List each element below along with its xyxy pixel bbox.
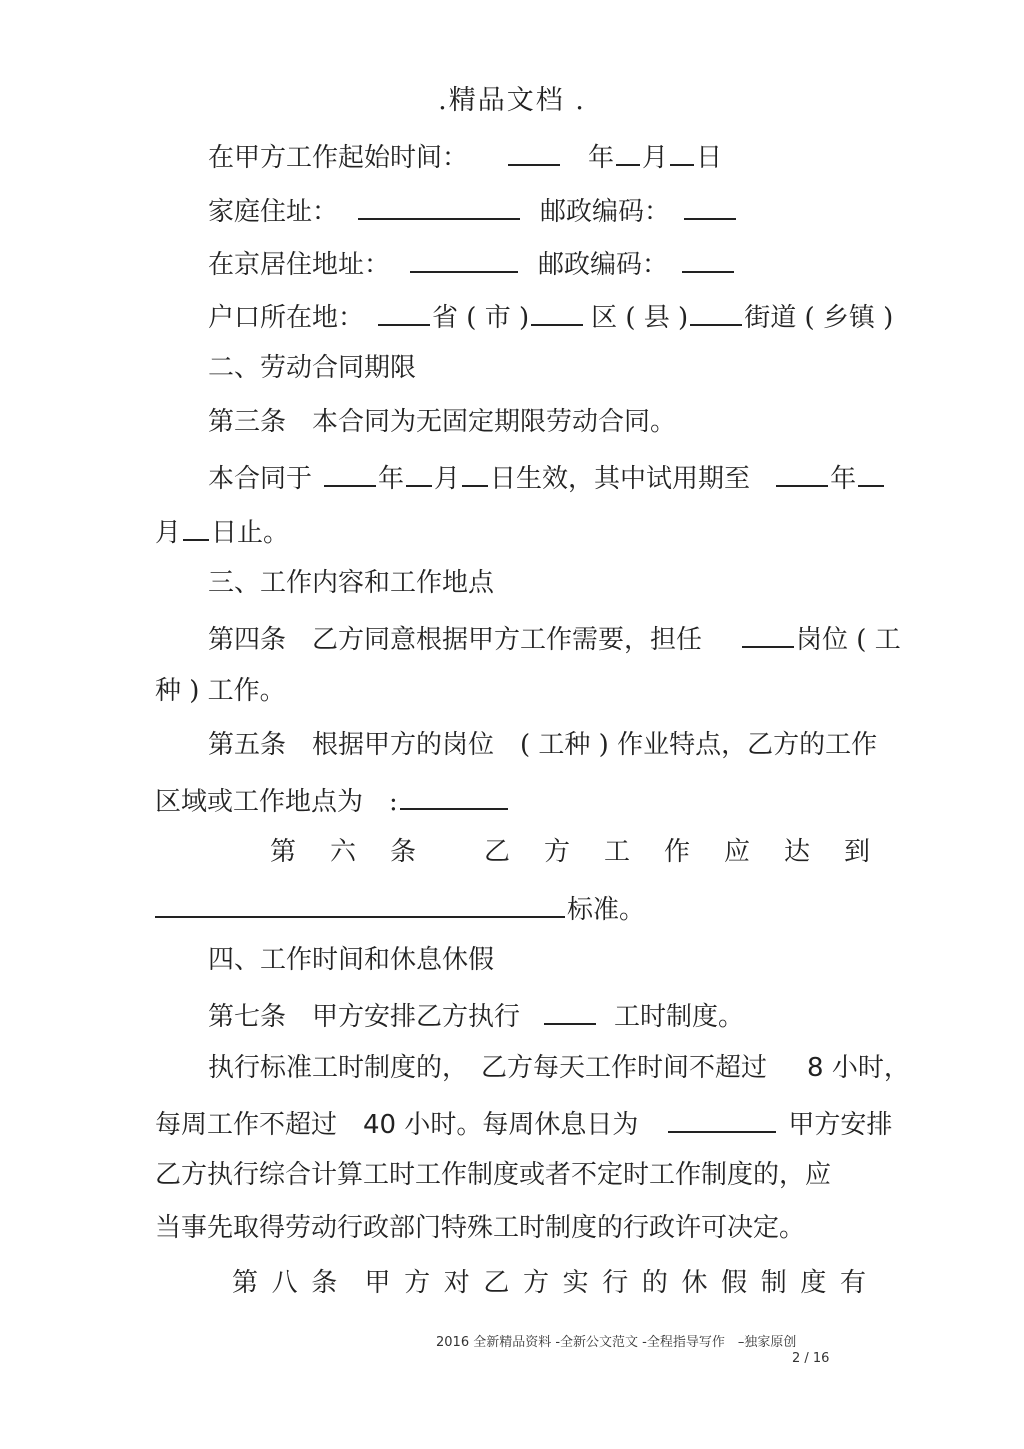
article-4: 第四条 乙方同意根据甲方工作需要，担任 岗位 ( 工 <box>208 620 901 657</box>
probation-year-blank[interactable] <box>776 459 828 487</box>
hukou-street-blank[interactable] <box>690 298 742 326</box>
hukou-line: 户口所在地： 省 ( 市 ) 区 ( 县 ) 街道 ( 乡镇 ) <box>208 298 893 335</box>
article-5-line-2: 区域或工作地点为 : <box>155 782 510 819</box>
effective-date-line: 本合同于 年 月 日生效，其中试用期至 年 <box>208 459 886 496</box>
article-8: 第 八 条 甲 方 对 乙 方 实 行 的 休 假 制 度 有 <box>232 1268 866 1298</box>
probation-day-blank[interactable] <box>183 513 209 541</box>
article-7: 第七条 甲方安排乙方执行 工时制度。 <box>208 997 744 1034</box>
start-month-blank[interactable] <box>616 138 640 166</box>
beijing-address-blank[interactable] <box>410 245 518 273</box>
hukou-district-blank[interactable] <box>531 298 583 326</box>
article-7-detail-2: 每周工作不超过 40 小时。每周休息日为 甲方安排 <box>155 1105 892 1142</box>
home-postal-blank[interactable] <box>684 192 736 220</box>
position-blank[interactable] <box>742 620 794 648</box>
work-standard-blank[interactable] <box>155 890 565 918</box>
probation-month-blank[interactable] <box>858 459 884 487</box>
home-address-blank[interactable] <box>358 192 520 220</box>
start-year-blank[interactable] <box>508 138 560 166</box>
working-hours-system-blank[interactable] <box>544 997 596 1025</box>
rest-day-blank[interactable] <box>668 1105 776 1133</box>
article-7-detail-1: 执行标准工时制度的， 乙方每天工作时间不超过 8 小时， <box>208 1053 910 1083</box>
effective-day-blank[interactable] <box>462 459 488 487</box>
home-address-line: 家庭住址： 邮政编码： <box>208 192 738 229</box>
beijing-address-line: 在京居住地址： 邮政编码： <box>208 245 736 282</box>
work-location-blank[interactable] <box>400 782 508 810</box>
article-6-line-2: 标准。 <box>155 890 645 927</box>
article-4-line-2: 种 ) 工作。 <box>155 676 286 706</box>
page-number: 2 / 16 <box>792 1351 830 1366</box>
footer-text: 2016 全新精品资料 -全新公文范文 -全程指导写作 –独家原创 <box>436 1335 797 1350</box>
article-7-detail-4: 当事先取得劳动行政部门特殊工时制度的行政许可决定。 <box>155 1213 806 1243</box>
effective-month-blank[interactable] <box>406 459 432 487</box>
article-7-detail-3: 乙方执行综合计算工时工作制度或者不定时工作制度的，应 <box>155 1160 832 1190</box>
section-heading-4: 四、工作时间和休息休假 <box>208 945 495 975</box>
article-5: 第五条 根据甲方的岗位 ( 工种 ) 作业特点，乙方的工作 <box>208 730 878 760</box>
section-heading-2: 二、劳动合同期限 <box>208 353 417 383</box>
article-3: 第三条 本合同为无固定期限劳动合同。 <box>208 407 677 437</box>
start-day-blank[interactable] <box>670 138 694 166</box>
hukou-province-blank[interactable] <box>378 298 430 326</box>
effective-year-blank[interactable] <box>324 459 376 487</box>
page-header: .精品文档 . <box>438 85 586 116</box>
start-date-line: 在甲方工作起始时间： 年 月 日 <box>208 138 722 175</box>
section-heading-3: 三、工作内容和工作地点 <box>208 568 495 598</box>
beijing-postal-blank[interactable] <box>682 245 734 273</box>
article-6: 第 六 条 乙 方 工 作 应 达 到 <box>270 837 870 867</box>
effective-date-line-2: 月 日止。 <box>155 513 289 550</box>
